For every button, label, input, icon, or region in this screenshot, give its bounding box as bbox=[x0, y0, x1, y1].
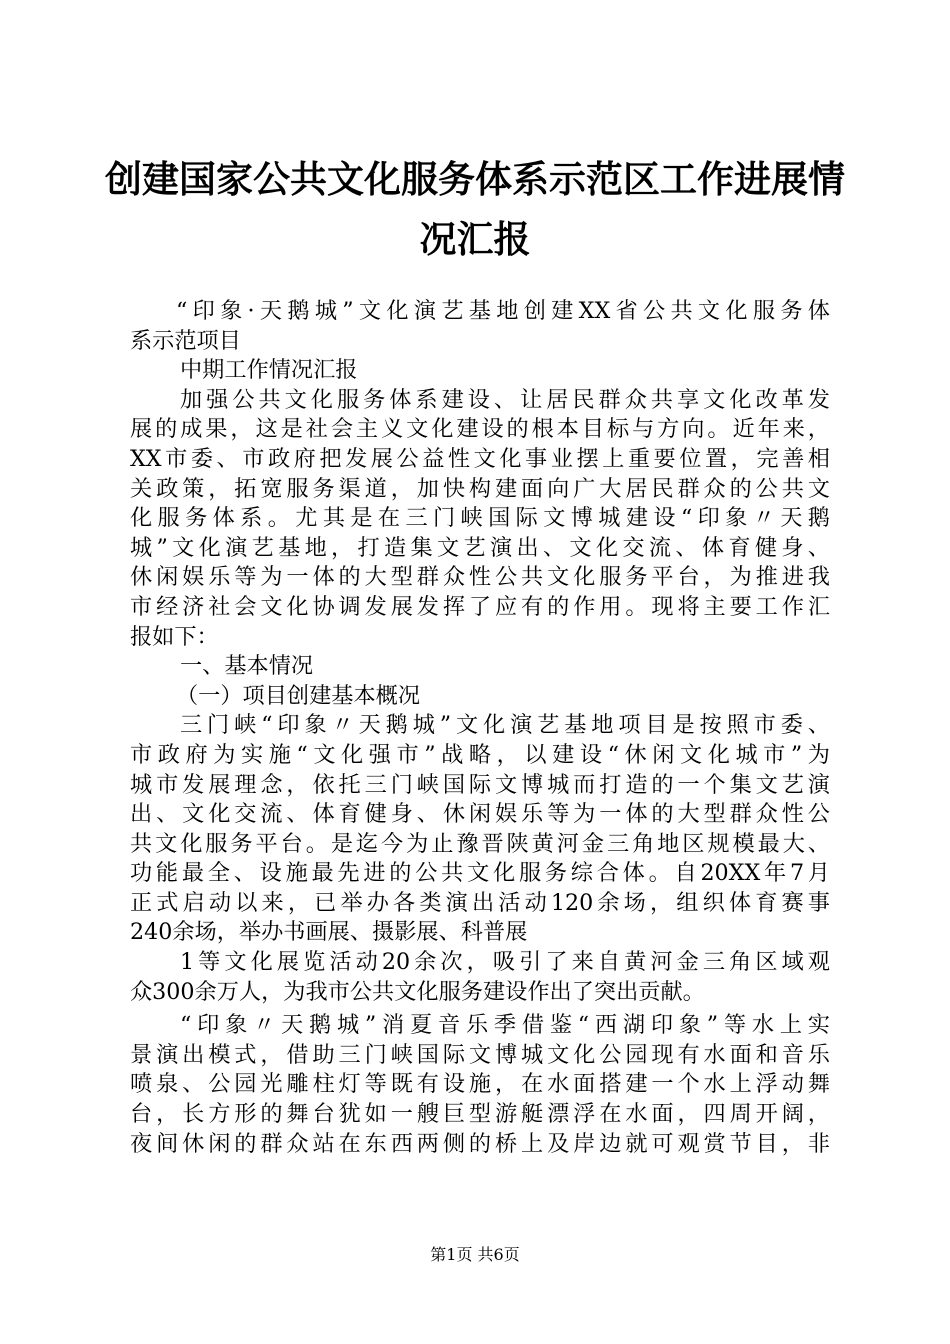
body-line: 三门峡“印象〃天鹅城”文化演艺基地项目是按照市委、 bbox=[180, 712, 830, 739]
body-line: 功能最全、设施最先进的公共文化服务综合体。自20XX年7月 bbox=[130, 860, 830, 887]
body-line: 系示范项目 bbox=[130, 327, 241, 354]
body-line: 240余场，举办书画展、摄影展、科普展 bbox=[130, 919, 528, 946]
body-line: 景演出模式，借助三门峡国际文博城文化公园现有水面和音乐 bbox=[130, 1041, 830, 1068]
body-line: 夜间休闲的群众站在东西两侧的桥上及岸边就可观赏节目，非 bbox=[130, 1130, 830, 1157]
body-line: 市经济社会文化协调发展发挥了应有的作用。现将主要工作汇 bbox=[130, 593, 830, 620]
body-line: 1等文化展览活动20余次，吸引了来自黄河金三角区域观 bbox=[180, 949, 830, 976]
body-line: 台，长方形的舞台犹如一艘巨型游艇漂浮在水面，四周开阔， bbox=[130, 1101, 830, 1128]
body-line: 关政策，拓宽服务渠道，加快构建面向广大居民群众的公共文 bbox=[130, 475, 830, 502]
document-body bbox=[130, 297, 830, 1159]
body-line: 众300余万人，为我市公共文化服务建设作出了突出贡献。 bbox=[130, 978, 705, 1005]
body-line: 出、文化交流、体育健身、休闲娱乐等为一体的大型群众性公 bbox=[130, 801, 830, 828]
body-line: “印象·天鹅城”文化演艺基地创建XX省公共文化服务体 bbox=[176, 298, 830, 324]
body-line: 共文化服务平台。是迄今为止豫晋陕黄河金三角地区规模最大、 bbox=[130, 830, 830, 857]
body-line: 加强公共文化服务体系建设、让居民群众共享文化改革发 bbox=[180, 386, 830, 413]
body-line: 报如下： bbox=[130, 623, 219, 650]
document-title-line-1: 创建国家公共文化服务体系示范区工作进展情 bbox=[105, 158, 845, 201]
body-line: 正式启动以来，已举办各类演出活动120余场，组织体育赛事 bbox=[130, 889, 830, 916]
subsection-heading: （一）项目创建基本概况 bbox=[176, 682, 421, 709]
section-heading: 一、基本情况 bbox=[180, 653, 314, 680]
document-title-line-2: 况汇报 bbox=[419, 218, 531, 261]
body-line: 城”文化演艺基地，打造集文艺演出、文化交流、体育健身、 bbox=[130, 534, 830, 561]
body-line: “印象〃天鹅城”消夏音乐季借鉴“西湖印象”等水上实 bbox=[180, 1012, 830, 1039]
body-line: 展的成果，这是社会主义文化建设的根本目标与方向。近年来， bbox=[130, 416, 830, 443]
page-footer: 第1页 共6页 bbox=[430, 1245, 520, 1264]
body-line: 市政府为实施“文化强市”战略，以建设“休闲文化城市”为 bbox=[130, 741, 830, 768]
body-line: 休闲娱乐等为一体的大型群众性公共文化服务平台，为推进我 bbox=[130, 564, 830, 591]
body-line: 城市发展理念，依托三门峡国际文博城而打造的一个集文艺演 bbox=[130, 771, 830, 798]
body-line: 喷泉、公园光雕柱灯等既有设施，在水面搭建一个水上浮动舞 bbox=[130, 1071, 830, 1098]
body-line: 中期工作情况汇报 bbox=[180, 357, 358, 384]
body-line: 化服务体系。尤其是在三门峡国际文博城建设“印象〃天鹅 bbox=[130, 505, 830, 532]
body-line: XX市委、市政府把发展公益性文化事业摆上重要位置，完善相 bbox=[130, 445, 830, 472]
